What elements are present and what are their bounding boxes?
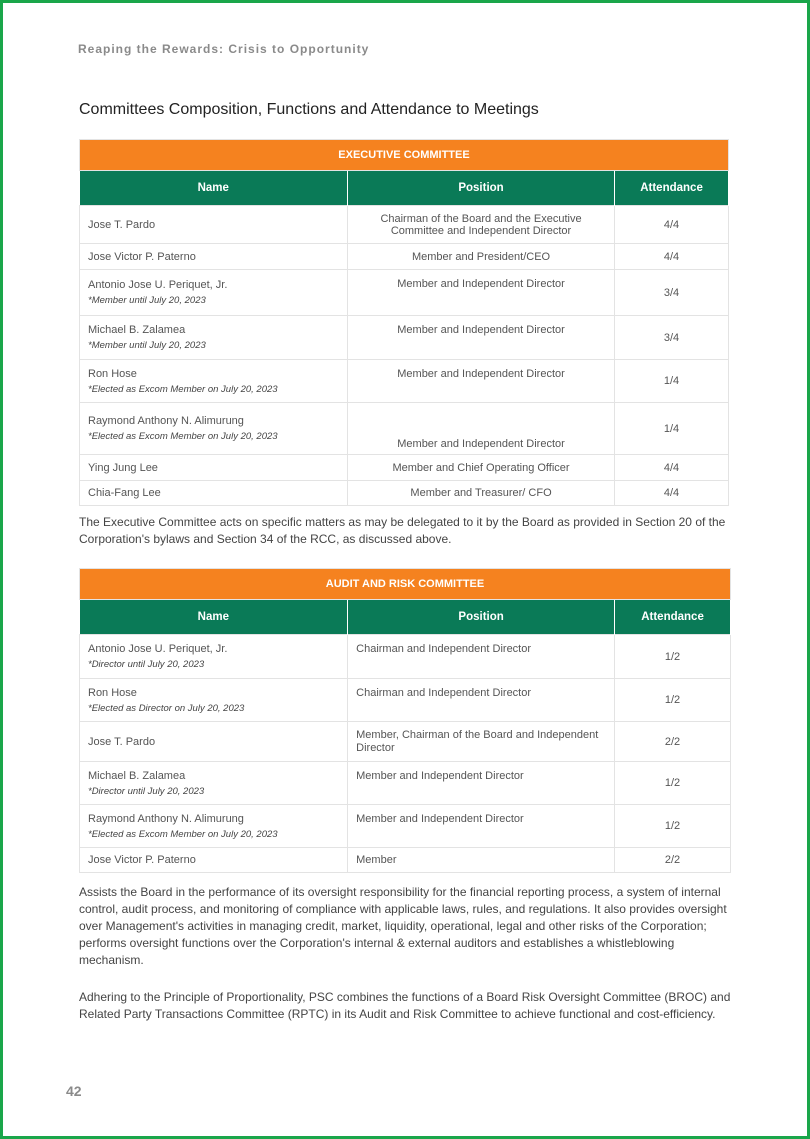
executive-committee-table	[79, 139, 729, 506]
member-name: Michael B. Zalamea	[88, 324, 186, 336]
member-name: Ron Hose	[88, 367, 137, 380]
audit-committee-table	[79, 568, 731, 873]
member-name: Jose Victor P. Paterno	[80, 244, 348, 270]
audit-committee-proportionality-note: Adhering to the Principle of Proportionality, PSC combines the functions of a Board Risk Oversight Committee (BROC) and Related Party Transactions Committee (RPTC) in its Audit and Risk Committee to achieve functional and cost-efficiency.	[79, 990, 731, 1021]
section-title: Committees Composition, Functions and Attendance to Meetings	[79, 101, 539, 118]
table-row	[80, 805, 731, 848]
member-attendance: 4/4	[615, 481, 729, 506]
column-header-attendance: Attendance	[615, 600, 731, 635]
member-name: Ron Hose	[88, 686, 137, 699]
member-position: Member and Independent Director	[348, 805, 615, 848]
member-note: *Elected as Excom Member on July 20, 2023	[88, 828, 278, 840]
member-note: *Member until July 20, 2023	[88, 340, 206, 351]
table-row	[80, 762, 731, 805]
member-note: *Member until July 20, 2023	[88, 295, 206, 306]
table-row	[80, 679, 731, 722]
member-position: Member and Independent Director	[348, 360, 615, 403]
member-name: Chia-Fang Lee	[80, 481, 348, 506]
table-row	[80, 635, 731, 679]
member-position: Member and Independent Director	[348, 270, 615, 316]
column-header-name: Name	[80, 600, 348, 635]
executive-committee-description: The Executive Committee acts on specific matters as may be delegated to it by the Board as provided in Section 20 of the Corporation's bylaws and Section 34 of the RCC, as discussed above.	[79, 515, 726, 546]
executive-committee-title: EXECUTIVE COMMITTEE	[80, 140, 729, 171]
column-header-name: Name	[80, 171, 348, 206]
member-position: Member	[348, 848, 615, 873]
member-note: *Director until July 20, 2023	[88, 785, 205, 797]
table-row	[80, 848, 731, 873]
member-note: *Elected as Excom Member on July 20, 2023	[88, 431, 278, 442]
member-attendance: 3/4	[615, 316, 729, 360]
member-position: Chairman of the Board and the Executive Committee and Independent Director	[348, 206, 615, 244]
member-name: Raymond Anthony N. Alimurung	[88, 812, 244, 825]
member-name: Ying Jung Lee	[80, 455, 348, 481]
member-attendance: 4/4	[615, 206, 729, 244]
member-attendance: 4/4	[615, 244, 729, 270]
table-row	[80, 481, 729, 506]
member-name: Jose Victor P. Paterno	[80, 848, 348, 873]
member-name: Jose T. Pardo	[80, 206, 348, 244]
table-row	[80, 360, 729, 403]
audit-committee-description: Assists the Board in the performance of its oversight responsibility for the financial reporting process, a system of internal control, audit process, and monitoring of compliance with applicable laws, rules, and regulations. It also provides oversight over Management's activities in managing credit, market, liquidity, operational, legal and other risks of the Corporation; performs oversight functions over the Corporation's internal & external auditors and establishes a whistleblowing mechanism.	[79, 885, 727, 967]
member-attendance: 2/2	[615, 722, 731, 762]
member-attendance: 1/4	[615, 360, 729, 403]
member-position: Member and Independent Director	[348, 762, 615, 805]
table-row	[80, 722, 731, 762]
member-attendance: 1/4	[615, 403, 729, 455]
column-header-attendance: Attendance	[615, 171, 729, 206]
running-header: Reaping the Rewards: Crisis to Opportunity	[78, 42, 370, 56]
page-number: 42	[66, 1083, 82, 1099]
member-position: Member and Chief Operating Officer	[348, 455, 615, 481]
table-row	[80, 244, 729, 270]
member-position: Member and Treasurer/ CFO	[348, 481, 615, 506]
audit-committee-title: AUDIT AND RISK COMMITTEE	[80, 569, 731, 600]
member-name: Antonio Jose U. Periquet, Jr.	[88, 643, 228, 655]
member-attendance: 1/2	[615, 679, 731, 722]
member-attendance: 1/2	[615, 635, 731, 679]
member-attendance: 4/4	[615, 455, 729, 481]
member-attendance: 1/2	[615, 805, 731, 848]
member-attendance: 3/4	[615, 270, 729, 316]
member-position: Member and Independent Director	[348, 316, 615, 360]
member-position: Member and President/CEO	[348, 244, 615, 270]
member-position: Member, Chairman of the Board and Independent Director	[348, 722, 615, 762]
member-name: Michael B. Zalamea	[88, 769, 186, 782]
member-note: *Elected as Excom Member on July 20, 2023	[88, 383, 278, 395]
member-note: *Director until July 20, 2023	[88, 659, 205, 670]
table-row	[80, 403, 729, 455]
table-row	[80, 316, 729, 360]
member-attendance: 2/2	[615, 848, 731, 873]
member-note: *Elected as Director on July 20, 2023	[88, 702, 245, 714]
member-name: Raymond Anthony N. Alimurung	[88, 415, 244, 427]
member-name: Jose T. Pardo	[80, 722, 348, 762]
column-header-position: Position	[348, 171, 615, 206]
member-name: Antonio Jose U. Periquet, Jr.	[88, 279, 228, 291]
member-position: Chairman and Independent Director	[348, 679, 615, 722]
table-row	[80, 270, 729, 316]
table-row	[80, 455, 729, 481]
member-attendance: 1/2	[615, 762, 731, 805]
table-row	[80, 206, 729, 244]
member-position: Member and Independent Director	[348, 403, 615, 455]
column-header-position: Position	[348, 600, 615, 635]
member-position: Chairman and Independent Director	[348, 635, 615, 679]
